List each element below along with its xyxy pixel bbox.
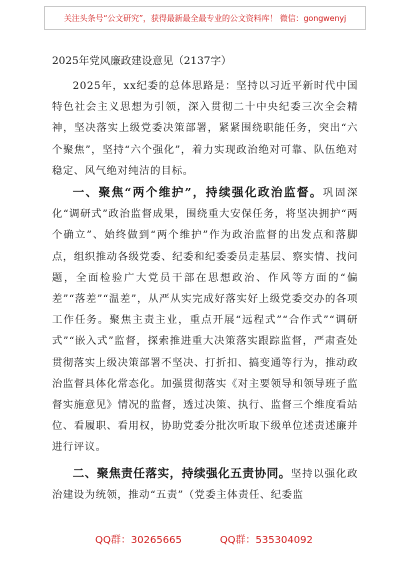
section-2-paragraph bbox=[52, 463, 358, 506]
footer-qq-group-2: QQ群：535304092 bbox=[219, 535, 313, 546]
section-2-heading: 二、聚焦责任落实，持续强化五责协同。 bbox=[72, 465, 291, 480]
section-2-body: 坚持以强化政治建设为统领，推动“五责”（党委主体责任、纪委监 bbox=[52, 467, 358, 501]
footer-contact bbox=[0, 531, 408, 546]
section-1-paragraph bbox=[52, 182, 358, 459]
promo-banner-text: 关注头条号“公文研究”，获得最新最全最专业的公文资料库！ 微信：gongwenyj bbox=[63, 13, 347, 23]
document-title: 2025年党风廉政建设意见（2137字） bbox=[52, 55, 232, 67]
section-1-heading: 一、聚焦“两个维护”，持续强化政治监督。 bbox=[72, 185, 323, 200]
intro-paragraph bbox=[52, 76, 358, 182]
intro-text: 2025年，xx纪委的总体思路是：坚持以习近平新时代中国特色社会主义思想为引领，深入贯彻二十中央纪委三次全会精神，坚决落实上级党委决策部署，紧紧围绕职能任务，突出“六个聚焦”，坚持“六个强化”，着力实现政治绝对可靠、队伍绝对稳定、风气绝对纯洁的目标。 bbox=[52, 80, 358, 177]
section-1-body: 巩固深化“调研式”政治监督成果，围绕重大安保任务，将坚决拥护“两个确立”、始终做到“两个维护”作为政治监督的出发点和落脚点，组织推动各级党委、纪委和纪委委员走基层、察实情、找问题，全面检验广大党员干部在思想政治、作风等方面的“偏差”“落差”“温差”，从严从实完成好落实好上级党委交办的各项工作任务。聚焦主责主业，重点开展“远程式”“合作式”“调研式”“嵌入式”监督，探索推进重大决策落实跟踪监督，严肃查处贯彻落实上级决策部署不坚决、打折扣、搞变通等行为，推动政治监督具体化常态化。加强贯彻落实《对主要领导和领导班子监督实施意见》情况的监督，透过决策、执行、监督三个维度看站位、看履职、看用权，协助党委分批次听取下级单位述责述廉并进行评议。 bbox=[52, 187, 358, 454]
document-body bbox=[52, 52, 358, 506]
promo-banner bbox=[44, 6, 366, 30]
footer-qq-group-1: QQ群：30265665 bbox=[95, 535, 182, 546]
